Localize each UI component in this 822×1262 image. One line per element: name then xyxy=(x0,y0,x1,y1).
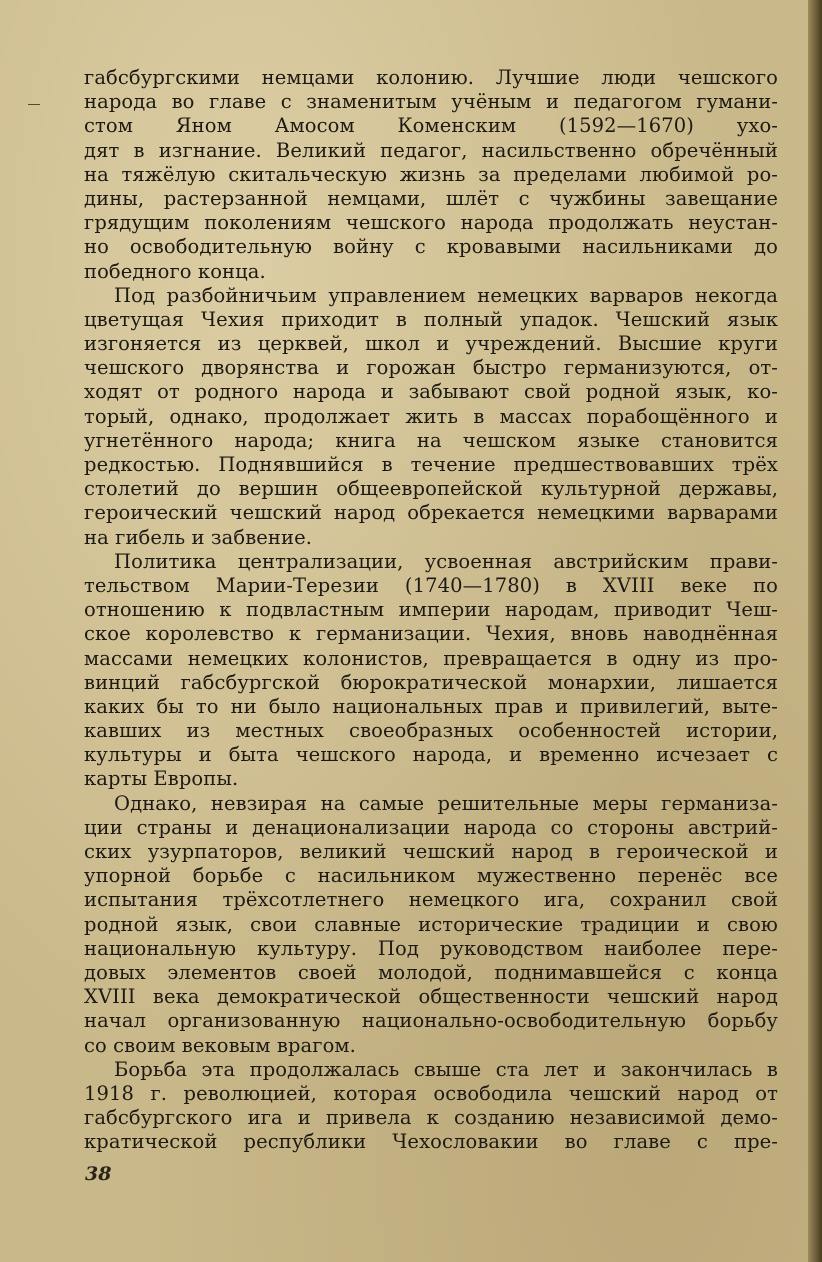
text-line: тельством Марии-Терезии (1740—1780) в XVIII веке по xyxy=(84,573,778,597)
text-line: довых элементов своей молодой, поднимавшейся с конца xyxy=(84,960,778,984)
text-line: национальную культуру. Под руководством наиболее пере- xyxy=(84,936,778,960)
text-line: габсбургскими немцами колонию. Лучшие люди чешского xyxy=(84,66,778,89)
text-line: кратической республики Чехословакии во главе с пре- xyxy=(84,1130,778,1154)
text-line: столетий до вершин общеевропейской культурной державы, xyxy=(84,477,778,501)
text-line: ское королевство к германизации. Чехия, вновь наводнённая xyxy=(84,622,778,646)
margin-mark xyxy=(28,104,40,105)
page-edge xyxy=(808,0,822,1262)
text-line: народа во главе с знаменитым учёным и педагогом гумани- xyxy=(84,90,778,114)
text-line: победного конца. xyxy=(84,259,266,283)
text-line: но освободительную войну с кровавыми насильниками до xyxy=(84,235,778,259)
text-line: упорной борьбе с насильником мужественно перенёс все xyxy=(84,864,778,888)
text-line: массами немецких колонистов, превращается в одну из про- xyxy=(84,646,778,670)
paragraph-start-line: Политика централизации, усвоенная австрийским прави- xyxy=(114,549,778,573)
page-number: 38 xyxy=(85,1163,112,1185)
text-line: кавших из местных своеобразных особенностей истории, xyxy=(84,719,778,743)
paragraph-start-line: Борьба эта продолжалась свыше ста лет и закончилась в xyxy=(114,1057,778,1081)
text-line: ходят от родного народа и забывают свой родной язык, ко- xyxy=(84,380,778,404)
text-line: цветущая Чехия приходит в полный упадок. Чешский язык xyxy=(84,307,778,331)
text-line: каких бы то ни было национальных прав и привилегий, выте- xyxy=(84,694,778,718)
text-line: на тяжёлую скитальческую жизнь за пределами любимой ро- xyxy=(84,162,778,186)
text-line: карты Европы. xyxy=(84,767,239,791)
text-line: габсбургского ига и привела к созданию независимой демо- xyxy=(84,1106,778,1130)
text-line: родной язык, свои славные исторические традиции и свою xyxy=(84,912,778,936)
text-line: изгоняется из церквей, школ и учреждений. Высшие круги xyxy=(84,332,778,356)
text-line: на гибель и забвение. xyxy=(84,525,313,549)
text-line: стом Яном Амосом Коменским (1592—1670) ухо- xyxy=(84,114,778,138)
text-line: испытания трёхсотлетнего немецкого ига, сохранил свой xyxy=(84,888,778,912)
text-line: отношению к подвластным империи народам, приводит Чеш- xyxy=(84,598,778,622)
text-line: начал организованную национально-освободительную борьбу xyxy=(84,1009,778,1033)
text-line: редкостью. Поднявшийся в течение предшествовавших трёх xyxy=(84,453,778,476)
body-text xyxy=(84,66,778,1154)
text-line: дины, растерзанной немцами, шлёт с чужбины завещание xyxy=(84,186,778,210)
text-line: ских узурпаторов, великий чешский народ в героической и xyxy=(84,840,778,863)
text-line: дят в изгнание. Великий педагог, насильственно обречённый xyxy=(84,138,778,162)
text-line: героический чешский народ обрекается немецкими варварами xyxy=(84,501,778,525)
text-line: со своим вековым врагом. xyxy=(84,1033,356,1057)
paragraph-start-line: Однако, невзирая на самые решительные меры германиза- xyxy=(114,791,778,815)
text-line: грядущим поколениям чешского народа продолжать неустан- xyxy=(84,211,778,235)
text-line: угнетённого народа; книга на чешском языке становится xyxy=(84,428,778,452)
text-line: XVIII века демократической общественности чешский народ xyxy=(84,985,778,1009)
text-line: культуры и быта чешского народа, и временно исчезает с xyxy=(84,743,778,767)
text-line: ции страны и денационализации народа со стороны австрий- xyxy=(84,815,778,839)
text-line: чешского дворянства и горожан быстро германизуются, от- xyxy=(84,356,778,380)
text-line: винций габсбургской бюрократической монархии, лишается xyxy=(84,670,778,694)
text-line: торый, однако, продолжает жить в массах порабощённого и xyxy=(84,404,778,428)
paragraph-start-line: Под разбойничьим управлением немецких варваров некогда xyxy=(114,283,778,307)
text-line: 1918 г. революцией, которая освободила чешский народ от xyxy=(84,1081,778,1105)
